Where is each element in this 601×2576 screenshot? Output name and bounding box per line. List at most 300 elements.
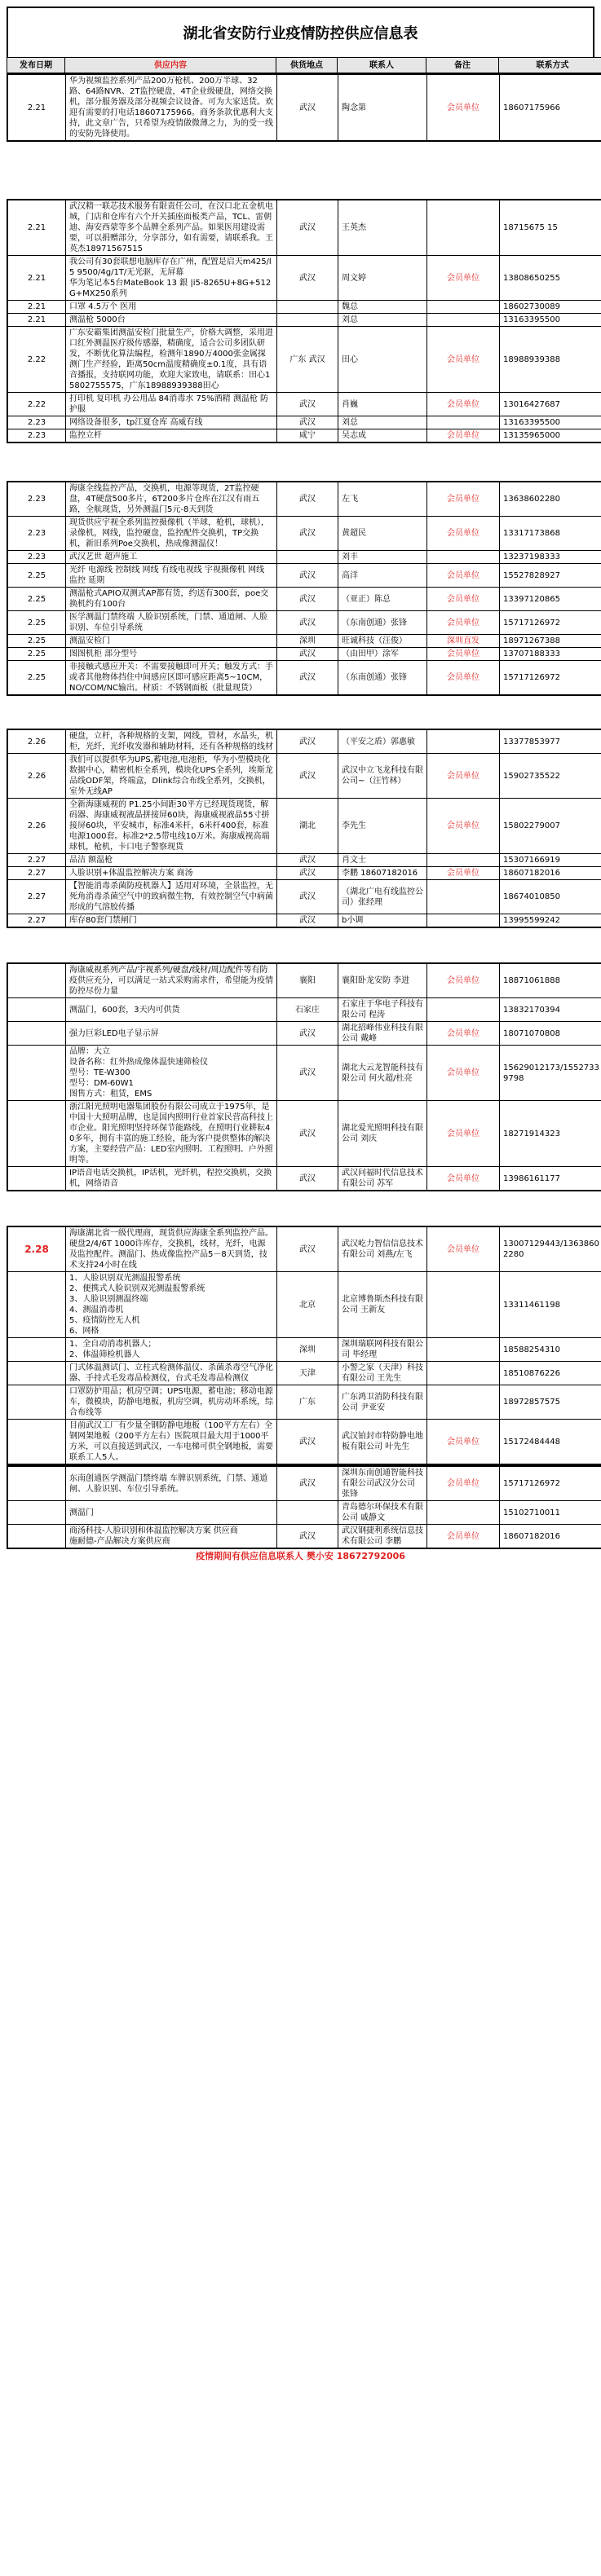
- content-cell: 我公司有30套联想电脑库存在广州，配置是启天m425/l5 9500/4g/1T/无光驱，无屏幕 华为笔记本5台MateBook 13 銀 |i5-8265U+8G+512G+MX250系列: [66, 256, 277, 301]
- table-row: [7, 314, 601, 327]
- note-cell: 会员单位: [427, 588, 500, 611]
- table-row: [7, 482, 601, 517]
- note-cell: 会员单位: [427, 648, 500, 661]
- table-row: [7, 1226, 601, 1272]
- date-cell: [7, 1022, 66, 1046]
- contact-cell: 魏总: [338, 301, 427, 314]
- place-cell: 武汉: [277, 914, 338, 928]
- table-row: [7, 998, 601, 1022]
- table-row: [7, 393, 601, 416]
- content-cell: 监控立杆: [66, 429, 277, 443]
- note-cell: 会员单位: [427, 1466, 500, 1501]
- content-cell: 测温安检门: [66, 635, 277, 648]
- content-cell: 光纤 电源线 控制线 网线 有线电视线 宇视摄像机 网线 监控 延期: [66, 564, 277, 588]
- header-contact: 联系人: [338, 58, 426, 73]
- content-cell: 品洁 额温枪: [66, 854, 277, 867]
- note-cell: [427, 998, 500, 1022]
- contact-cell: 黄超民: [338, 517, 427, 551]
- note-cell: [427, 301, 500, 314]
- note-cell: 会员单位: [427, 1420, 500, 1465]
- content-cell: 人脸识别+体温监控解决方案 商汤: [66, 867, 277, 880]
- date-cell: 2.23: [7, 551, 66, 564]
- table-row: [7, 1101, 601, 1167]
- content-cell: 海康全线监控产品，交换机，电源等现货，2T监控硬盘，4T硬盘500多片，6T200多片仓库在江汉有雨五路，全航现货，另外测温门5元-8天到货: [66, 482, 277, 517]
- place-cell: 武汉: [277, 648, 338, 661]
- table-row: [7, 564, 601, 588]
- phone-cell: 18071070808: [500, 1022, 601, 1046]
- content-cell: 硬盘，立杆，各种规格的支架，网线，管材，水晶头，机柜，光纤，光纤收发器和辅助材料，还有各种规格的线材: [66, 729, 277, 754]
- place-cell: 武汉: [277, 256, 338, 301]
- phone-cell: 18607182016: [500, 867, 601, 880]
- table-row: [7, 635, 601, 648]
- date-cell: 2.26: [7, 729, 66, 754]
- place-cell: 武汉: [277, 611, 338, 635]
- date-cell: 2.21: [7, 314, 66, 327]
- contact-cell: 旺诚科技（汪俊）: [338, 635, 427, 648]
- note-cell: 会员单位: [427, 1101, 500, 1167]
- table-row: [7, 517, 601, 551]
- header-date: 发布日期: [7, 58, 65, 73]
- contact-cell: 湖北大云龙智能科技有限公司 何火超/杜亮: [338, 1046, 427, 1101]
- date-cell: [7, 1272, 66, 1338]
- date-cell: 2.28: [7, 1226, 66, 1272]
- content-cell: 强力巨彩LED电子显示屏: [66, 1022, 277, 1046]
- note-cell: 会员单位: [427, 74, 500, 141]
- note-cell: 会员单位: [427, 256, 500, 301]
- date-cell: 2.26: [7, 754, 66, 799]
- date-cell: 2.27: [7, 880, 66, 914]
- contact-cell: 小警之家（天津）科技有限公司 王先生: [338, 1362, 427, 1385]
- supply-table: [7, 481, 601, 696]
- contact-cell: b小调: [338, 914, 427, 928]
- table-row: [7, 1272, 601, 1338]
- phone-cell: 13808650255: [500, 256, 601, 301]
- block-gap: [7, 696, 594, 729]
- phone-cell: 18971267388: [500, 635, 601, 648]
- contact-cell: 刘丰: [338, 551, 427, 564]
- contact-cell: 深圳瑞联网科技有限公司 毕经理: [338, 1338, 427, 1362]
- table-row: [7, 1385, 601, 1420]
- table-row: [7, 1167, 601, 1191]
- place-cell: 天津: [277, 1362, 338, 1385]
- phone-cell: 13832170394: [500, 998, 601, 1022]
- table-row: [7, 1046, 601, 1101]
- date-cell: [7, 963, 66, 998]
- place-cell: [277, 301, 338, 314]
- header-note: 备注: [426, 58, 499, 73]
- phone-cell: 18972857575: [500, 1385, 601, 1420]
- place-cell: 武汉: [277, 1101, 338, 1167]
- page-title: 湖北省安防行业疫情防控供应信息表: [7, 7, 594, 57]
- contact-cell: 田心: [338, 327, 427, 393]
- place-cell: 武汉: [277, 517, 338, 551]
- note-cell: 会员单位: [427, 611, 500, 635]
- date-cell: 2.22: [7, 327, 66, 393]
- content-cell: 测温枪式APIO双测式AP都有货，约送有300套，poe交换机约有100台: [66, 588, 277, 611]
- note-cell: [427, 1385, 500, 1420]
- content-cell: 东南创通医学测温门禁终端 车牌识别系统，门禁、通道闸、人脸识别、车位引导系统。: [66, 1466, 277, 1501]
- contact-cell: 李先生: [338, 799, 427, 854]
- phone-cell: 15527828927: [500, 564, 601, 588]
- place-cell: 武汉: [277, 1525, 338, 1549]
- table-row: [7, 648, 601, 661]
- place-cell: 北京: [277, 1272, 338, 1338]
- phone-cell: 13163395500: [500, 416, 601, 429]
- contact-cell: 北京博鲁斯杰科技有限公司 王新友: [338, 1272, 427, 1338]
- page: [7, 7, 599, 1574]
- note-cell: 会员单位: [427, 1226, 500, 1272]
- place-cell: [277, 314, 338, 327]
- content-cell: 我们可以提供华为UPS,蓄电池,电池柜，华为小型模块化数据中心，精密机柜全系列，模块化UPS全系列，埃斯龙品线ODF架，终端盒，Dlink综合布线全系列，交换机，室外无线AP: [66, 754, 277, 799]
- content-cell: 打印机 复印机 办公用品 84消毒水 75%酒精 测温枪 防护服: [66, 393, 277, 416]
- table-row: [7, 754, 601, 799]
- phone-cell: 13377853977: [500, 729, 601, 754]
- header-table: [7, 57, 601, 73]
- content-cell: 海康威视系列产品/宇视系列/硬盘/线材/周边配件等有防疫供应充分，可以满足一站式采购需求件，希望能为疫情防控尽份力量: [66, 963, 277, 998]
- table-row: [7, 1362, 601, 1385]
- phone-cell: 18674010850: [500, 880, 601, 914]
- place-cell: 武汉: [277, 1420, 338, 1465]
- place-cell: 武汉: [277, 74, 338, 141]
- table-row: [7, 1022, 601, 1046]
- note-cell: [427, 880, 500, 914]
- date-cell: [7, 998, 66, 1022]
- note-cell: [427, 416, 500, 429]
- place-cell: 武汉: [277, 1167, 338, 1191]
- phone-cell: 15102710011: [500, 1501, 601, 1525]
- place-cell: 武汉: [277, 416, 338, 429]
- content-cell: 广东安霸集团测温安检门批量生产，价格大调整，采用进口红外测温医疗级传感器，精确度，适合公司多团队研发，不断优化算法编程，检测年1890万4000张金属探测门生产经验，距离50cm温度精确度±0.1度，具有语音播报，支持联网功能，欢迎大家致电，请联系：田心15802755575，广东18988939388田心: [66, 327, 277, 393]
- content-cell: 商汤科技-人脸识别和体温监控解决方案 供应商 施耐德-产品解决方案供应商: [66, 1525, 277, 1549]
- date-cell: 2.21: [7, 301, 66, 314]
- phone-cell: 13016427687: [500, 393, 601, 416]
- phone-cell: 18871061888: [500, 963, 601, 998]
- table-row: [7, 200, 601, 256]
- note-cell: [427, 1501, 500, 1525]
- date-cell: 2.26: [7, 799, 66, 854]
- place-cell: 武汉: [277, 200, 338, 256]
- date-cell: 2.25: [7, 611, 66, 635]
- table-row: [7, 1466, 601, 1501]
- place-cell: 广东 武汉: [277, 327, 338, 393]
- place-cell: 深圳: [277, 1338, 338, 1362]
- table-row: [7, 880, 601, 914]
- table-row: [7, 74, 601, 141]
- note-cell: 会员单位: [427, 1167, 500, 1191]
- note-cell: [427, 914, 500, 928]
- phone-cell: 18607182016: [500, 1525, 601, 1549]
- date-cell: 2.23: [7, 416, 66, 429]
- content-cell: 门式体温测试门、立柱式检测体温仪、杀菌杀毒空气净化器、手持式毛发毒品检测仪，台式毛发毒品检测仪: [66, 1362, 277, 1385]
- contact-cell: 深圳东南创通智能科技有限公司武汉分公司 张锋: [338, 1466, 427, 1501]
- content-cell: 浙江阳光照明电器集团股份有限公司成立于1975年，是中国十大照明品牌，也是国内照明行业首家民营高科技上市企业。阳光照明坚持环保节能路线，在照明行业耕耘40多年，拥有丰富的施工经验，能为客户提供整体的解决方案，主要经营产品：LED室内照明、工程照明、户外照明等。: [66, 1101, 277, 1167]
- date-cell: 2.27: [7, 914, 66, 928]
- supply-table: [7, 73, 601, 142]
- place-cell: 武汉: [277, 854, 338, 867]
- contact-cell: 湖北招峰伟业科技有限公司 戴峰: [338, 1022, 427, 1046]
- note-cell: [427, 1338, 500, 1362]
- place-cell: 武汉: [277, 482, 338, 517]
- date-cell: [7, 1046, 66, 1101]
- table-row: [7, 799, 601, 854]
- place-cell: [277, 1501, 338, 1525]
- content-cell: 现货供应宇视全系列监控摄像机（半球，枪机，球机），录像机，网线，监控硬盘，监控配件交换机，TP交换机，新旧系列Poe交换机，热成像测温仪！: [66, 517, 277, 551]
- date-cell: 2.25: [7, 564, 66, 588]
- contact-cell: 吴志成: [338, 429, 427, 443]
- place-cell: [277, 551, 338, 564]
- date-cell: 2.23: [7, 482, 66, 517]
- phone-cell: 13995599242: [500, 914, 601, 928]
- phone-cell: 15307166919: [500, 854, 601, 867]
- date-cell: [7, 1385, 66, 1420]
- contact-cell: 襄阳卧龙安防 李进: [338, 963, 427, 998]
- date-cell: [7, 1101, 66, 1167]
- phone-cell: 15902735522: [500, 754, 601, 799]
- phone-cell: 15717126972: [500, 1466, 601, 1501]
- contact-cell: （东南创通）张锋: [338, 611, 427, 635]
- contact-cell: 武汉中立飞龙科技有限公司~（汪竹林）: [338, 754, 427, 799]
- content-cell: 华为视频监控系列产品200万枪机、200万半球、32路、64路NVR、2T监控硬盘，4T企业级硬盘，网络交换机，部分服务器及部分视频会议设备。可为大家送货。欢迎有需要的打电话18607175966。商务条款优惠利大支持，此文章广告，只希望为疫情做微薄之力，为的受一线的安防先锋使用。: [66, 74, 277, 141]
- place-cell: 武汉: [277, 729, 338, 754]
- content-cell: 【智能消毒杀菌防疫机器人】适用对环境，全景监控，无死角消毒杀菌空气中的致病微生物，有效控制空气中病菌形成的气溶胶传播: [66, 880, 277, 914]
- phone-cell: 13986161177: [500, 1167, 601, 1191]
- header-phone: 联系方式: [499, 58, 601, 73]
- note-cell: 会员单位: [427, 1022, 500, 1046]
- note-cell: [427, 729, 500, 754]
- header-place: 供货地点: [276, 58, 338, 73]
- table-row: [7, 256, 601, 301]
- phone-cell: 18715675 15: [500, 200, 601, 256]
- date-cell: 2.27: [7, 867, 66, 880]
- table-row: [7, 661, 601, 696]
- note-cell: 会员单位: [427, 327, 500, 393]
- date-cell: 2.25: [7, 648, 66, 661]
- table-row: [7, 867, 601, 880]
- phone-cell: 15717126972: [500, 661, 601, 696]
- phone-cell: 13311461198: [500, 1272, 601, 1338]
- phone-cell: 13707188333: [500, 648, 601, 661]
- contact-cell: 石家庄于华电子科技有限公司 程涛: [338, 998, 427, 1022]
- note-cell: [427, 1362, 500, 1385]
- content-cell: 库存80套门禁闸门: [66, 914, 277, 928]
- content-cell: 武汉精一联芯技术服务有限责任公司，在汉口北五金机电城，门店和仓库有六个开关插座面板类产品，TCL、雷朝迪、海安西蒙等多个品牌全系列产品。如果医用建设需要，可以捐赠部分，分享部分，如有需要，请联系我。王英杰18971567515: [66, 200, 277, 256]
- contact-cell: 高洋: [338, 564, 427, 588]
- phone-cell: 18510876226: [500, 1362, 601, 1385]
- note-cell: 会员单位: [427, 429, 500, 443]
- content-cell: IP语音电话交换机，IP话机，光纤机，程控交换机，交换机，网络语音: [66, 1167, 277, 1191]
- contact-cell: 武汉铂封市特防静电地板有限公司 叶先生: [338, 1420, 427, 1465]
- date-cell: 2.23: [7, 429, 66, 443]
- contact-cell: 左飞: [338, 482, 427, 517]
- content-cell: 海康湖北省一级代理商，现货供应海康全系列监控产品。硬盘2/4/6T 1000许库存，交换机，线材，光纤，电源及监控配件。测温门、热成像监控产品5－8天到货，技术支持24小时在线: [66, 1226, 277, 1272]
- contact-cell: 肖巍: [338, 393, 427, 416]
- date-cell: [7, 1338, 66, 1362]
- content-cell: 测温门，600套，3天内可供货: [66, 998, 277, 1022]
- table-row: [7, 1501, 601, 1525]
- table-row: [7, 429, 601, 443]
- contact-cell: 刘总: [338, 416, 427, 429]
- block-gap: [7, 142, 594, 199]
- contact-cell: 武汉钢捷利系统信息技术有限公司 李鹏: [338, 1525, 427, 1549]
- place-cell: 石家庄: [277, 998, 338, 1022]
- date-cell: 2.25: [7, 661, 66, 696]
- date-cell: 2.21: [7, 200, 66, 256]
- note-cell: 会员单位: [427, 963, 500, 998]
- note-cell: [427, 200, 500, 256]
- header-row: [7, 58, 601, 73]
- date-cell: 2.25: [7, 588, 66, 611]
- note-cell: [427, 314, 500, 327]
- contact-cell: （湖北广电有线监控公司）张经理: [338, 880, 427, 914]
- table-row: [7, 588, 601, 611]
- place-cell: 武汉: [277, 754, 338, 799]
- header-content: 供应内容: [65, 58, 276, 73]
- supply-table: [7, 729, 601, 928]
- note-cell: 会员单位: [427, 799, 500, 854]
- supply-table: [7, 962, 601, 1191]
- date-cell: [7, 1525, 66, 1549]
- note-cell: 会员单位: [427, 1046, 500, 1101]
- date-cell: 2.21: [7, 74, 66, 141]
- table-row: [7, 301, 601, 314]
- note-cell: 深圳直发: [427, 635, 500, 648]
- content-cell: 口罩 4.5万个 医用: [66, 301, 277, 314]
- phone-cell: 18602730089: [500, 301, 601, 314]
- contact-cell: （由田甲）涂军: [338, 648, 427, 661]
- content-cell: 1、人脸识别双光测温报警系统 2、便携式人脸识别双光测温报警系统 3、人脸识别测温终端 4、测温消毒机 5、疫情防控无人机 6、网格: [66, 1272, 277, 1338]
- block-gap: [7, 1191, 594, 1226]
- phone-cell: 15717126972: [500, 611, 601, 635]
- note-cell: 会员单位: [427, 564, 500, 588]
- table-row: [7, 611, 601, 635]
- phone-cell: 13163395500: [500, 314, 601, 327]
- contact-cell: （平安之盾）郭惠敏: [338, 729, 427, 754]
- contact-cell: 武汉屹力智信信息技术有限公司 刘燕/左飞: [338, 1226, 427, 1272]
- contact-cell: 湖北爱光照明科技有限公司 刘庆: [338, 1101, 427, 1167]
- phone-cell: 18588254310: [500, 1338, 601, 1362]
- table-row: [7, 914, 601, 928]
- place-cell: 湖北: [277, 799, 338, 854]
- place-cell: 深圳: [277, 635, 338, 648]
- supply-table: [7, 199, 601, 443]
- content-cell: 医学测温门禁终端 人脸识别系统，门禁、通道闸、人脸识别、车位引导系统: [66, 611, 277, 635]
- date-cell: [7, 1466, 66, 1501]
- date-cell: 2.27: [7, 854, 66, 867]
- content-cell: 测温门: [66, 1501, 277, 1525]
- table-row: [7, 729, 601, 754]
- place-cell: 武汉: [277, 867, 338, 880]
- supply-table: [7, 1226, 601, 1465]
- phone-cell: 15629012173/15527339798: [500, 1046, 601, 1101]
- contact-cell: 陶念第: [338, 74, 427, 141]
- date-cell: 2.22: [7, 393, 66, 416]
- phone-cell: 13237198333: [500, 551, 601, 564]
- table-row: [7, 416, 601, 429]
- note-cell: 会员单位: [427, 754, 500, 799]
- block-gap: [7, 928, 594, 962]
- content-cell: 口罩防护用品；机房空调；UPS电源，蓄电池；移动电源车，微模块，防静电地板，机房空调，机房动环系统，综合布线等: [66, 1385, 277, 1420]
- content-cell: 品牌：大立 设备名称：红外热成像体温快速筛检仪 型号：TE-W300 型号：DM-60W1 图售方式：租赁，EMS: [66, 1046, 277, 1101]
- place-cell: 武汉: [277, 880, 338, 914]
- phone-cell: 18988939388: [500, 327, 601, 393]
- table-row: [7, 551, 601, 564]
- table-row: [7, 1420, 601, 1465]
- note-cell: 会员单位: [427, 393, 500, 416]
- date-cell: [7, 1420, 66, 1465]
- place-cell: 咸宁: [277, 429, 338, 443]
- date-cell: 2.21: [7, 256, 66, 301]
- content-cell: 网络设备很多，tp江夏仓库 高威有线: [66, 416, 277, 429]
- place-cell: 武汉: [277, 1022, 338, 1046]
- date-cell: [7, 1362, 66, 1385]
- content-cell: 武汉艺世 超声施工: [66, 551, 277, 564]
- contact-cell: （亚正）陈总: [338, 588, 427, 611]
- place-cell: 武汉: [277, 1466, 338, 1501]
- note-cell: 会员单位: [427, 517, 500, 551]
- content-cell: 1、全自动消毒机器人； 2、体温筛检机器人: [66, 1338, 277, 1362]
- contact-cell: 李鹏 18607182016: [338, 867, 427, 880]
- block-gap: [7, 443, 594, 481]
- footer: 疫情期间有供应信息联系人 樊小安 18672792006: [196, 1551, 405, 1561]
- place-cell: 武汉: [277, 1046, 338, 1101]
- date-cell: 2.23: [7, 517, 66, 551]
- content-cell: 非接触式感应开关：不需要接触即可开关；触发方式：手或者其他物体挡住中间感应区即可感应距离5~10CM，NO/COM/NC输出。材质：不锈钢面板（批量现货）: [66, 661, 277, 696]
- note-cell: 会员单位: [427, 1525, 500, 1549]
- phone-cell: 13638602280: [500, 482, 601, 517]
- date-cell: 2.25: [7, 635, 66, 648]
- phone-cell: 13397120865: [500, 588, 601, 611]
- content-cell: 图图机柜 部分型号: [66, 648, 277, 661]
- contact-cell: 青岛德尔环保技术有限公司 戚静文: [338, 1501, 427, 1525]
- contact-cell: 广东鸿卫消防科技有限公司 尹亚安: [338, 1385, 427, 1420]
- table-row: [7, 1525, 601, 1549]
- date-cell: [7, 1167, 66, 1191]
- note-cell: 会员单位: [427, 482, 500, 517]
- supply-table: [7, 1465, 601, 1549]
- place-cell: 武汉: [277, 1226, 338, 1272]
- place-cell: 广东: [277, 1385, 338, 1420]
- contact-cell: 肖文士: [338, 854, 427, 867]
- contact-cell: 王英杰: [338, 200, 427, 256]
- contact-cell: （东南创通）张锋: [338, 661, 427, 696]
- table-row: [7, 327, 601, 393]
- note-cell: [427, 854, 500, 867]
- note-cell: [427, 551, 500, 564]
- table-row: [7, 854, 601, 867]
- note-cell: 会员单位: [427, 661, 500, 696]
- blocks-container: [7, 73, 599, 1549]
- content-cell: 测温枪 5000台: [66, 314, 277, 327]
- note-cell: 会员单位: [427, 867, 500, 880]
- phone-cell: 15802279007: [500, 799, 601, 854]
- content-cell: 全新海康威视的 P1.25小间距30平方已经现货现货，解码器、海康威视液晶拼接屏60块，海康威视液晶55寸拼接屏60块，平安城市，标准4米杆，6米杆400套，标准电源1000套。标准2*2.5带电线10万米。海康威视高端球机，枪机，卡口电子警察现货: [66, 799, 277, 854]
- place-cell: 武汉: [277, 393, 338, 416]
- place-cell: 武汉: [277, 588, 338, 611]
- place-cell: 襄阳: [277, 963, 338, 998]
- phone-cell: 18271914323: [500, 1101, 601, 1167]
- phone-cell: 13135965000: [500, 429, 601, 443]
- phone-cell: 15172484448: [500, 1420, 601, 1465]
- place-cell: 武汉: [277, 661, 338, 696]
- contact-cell: 武汉问福时代信息技术有限公司 苏军: [338, 1167, 427, 1191]
- contact-cell: 周文婷: [338, 256, 427, 301]
- contact-cell: 刘总: [338, 314, 427, 327]
- phone-cell: 18607175966: [500, 74, 601, 141]
- table-row: [7, 963, 601, 998]
- phone-cell: 13007129443/13638602280: [500, 1226, 601, 1272]
- place-cell: 武汉: [277, 564, 338, 588]
- phone-cell: 13317173868: [500, 517, 601, 551]
